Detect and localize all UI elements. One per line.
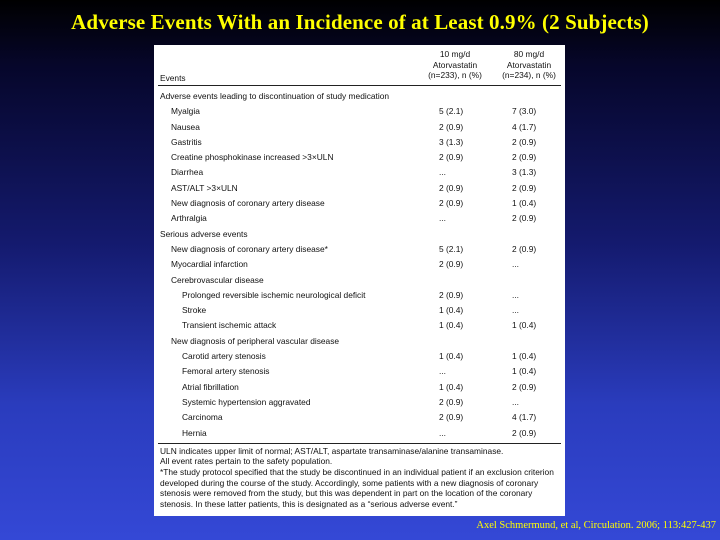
table-row (158, 104, 561, 119)
value-10mg: 2 (0.9) (439, 289, 464, 300)
table-row (158, 410, 561, 425)
value-80mg: 2 (0.9) (512, 427, 537, 438)
value-10mg: 1 (0.4) (439, 351, 464, 362)
table-row (158, 196, 561, 211)
table-row (158, 89, 561, 104)
value-80mg: 2 (0.9) (512, 136, 537, 147)
table-row (158, 150, 561, 165)
value-10mg: 1 (0.4) (439, 305, 464, 316)
table-footnotes (158, 443, 561, 510)
row-label: Transient ischemic attack (182, 320, 277, 331)
row-label: Stroke (182, 305, 207, 316)
row-label: New diagnosis of peripheral vascular disease (171, 335, 340, 346)
table-row (158, 242, 561, 257)
table-row (158, 165, 561, 180)
row-label: New diagnosis of coronary artery disease (171, 198, 325, 209)
row-label: Femoral artery stenosis (182, 366, 270, 377)
table-row (158, 257, 561, 272)
table-header (158, 45, 561, 86)
value-80mg: 2 (0.9) (512, 381, 537, 392)
table-row (158, 273, 561, 288)
value-10mg: ... (439, 427, 446, 438)
row-label: Prolonged reversible ischemic neurological deficit (182, 289, 366, 300)
value-10mg: 5 (2.1) (439, 106, 464, 117)
row-label: Myalgia (171, 106, 200, 117)
value-10mg: 3 (1.3) (439, 136, 464, 147)
value-10mg: 1 (0.4) (439, 381, 464, 392)
value-10mg: 2 (0.9) (439, 198, 464, 209)
table-row (158, 181, 561, 196)
value-80mg: ... (512, 396, 519, 407)
table-row (158, 288, 561, 303)
table-row (158, 380, 561, 395)
citation: Axel Schmermund, et al, Circulation. 2006; 113:427-437 (476, 520, 716, 531)
row-label: Arthralgia (171, 213, 207, 224)
row-label: Systemic hypertension aggravated (182, 396, 311, 407)
table-body (158, 86, 561, 441)
value-80mg: 2 (0.9) (512, 152, 537, 163)
table-row (158, 318, 561, 333)
dose-80mg-column-header: 80 mg/d Atorvastatin (n=234), n (%) (502, 49, 556, 80)
value-10mg: ... (439, 366, 446, 377)
table-row (158, 227, 561, 242)
table-row (158, 334, 561, 349)
events-column-header: Events (160, 73, 186, 83)
value-80mg: 7 (3.0) (512, 106, 537, 117)
table-row (158, 120, 561, 135)
value-80mg: 2 (0.9) (512, 243, 537, 254)
value-80mg: ... (512, 305, 519, 316)
row-label: Adverse events leading to discontinuation of study medication (160, 91, 390, 101)
row-label: Carotid artery stenosis (182, 351, 266, 362)
value-10mg: 5 (2.1) (439, 243, 464, 254)
value-10mg: 2 (0.9) (439, 412, 464, 423)
value-10mg: 2 (0.9) (439, 152, 464, 163)
row-label: Gastritis (171, 136, 202, 147)
value-80mg: 1 (0.4) (512, 198, 537, 209)
row-label: New diagnosis of coronary artery disease* (171, 243, 328, 254)
value-80mg: 4 (1.7) (512, 412, 537, 423)
value-80mg: 1 (0.4) (512, 351, 537, 362)
value-80mg: 2 (0.9) (512, 182, 537, 193)
table-row (158, 426, 561, 441)
footnote-abbreviations: ULN indicates upper limit of normal; AST/ALT, aspartate transaminase/alanine transaminase. (160, 445, 504, 456)
row-label: Myocardial infarction (171, 259, 248, 270)
slide-title: Adverse Events With an Incidence of at Least 0.9% (2 Subjects) (71, 10, 649, 34)
table-row (158, 303, 561, 318)
row-label: Creatine phosphokinase increased >3×ULN (171, 152, 334, 163)
row-label: Atrial fibrillation (182, 381, 239, 392)
value-10mg: ... (439, 213, 446, 224)
value-80mg: 1 (0.4) (512, 366, 537, 377)
footnote-population: All event rates pertain to the safety population. (160, 456, 333, 467)
value-80mg: ... (512, 259, 519, 270)
table-row (158, 135, 561, 150)
table-row (158, 364, 561, 379)
table-row (158, 211, 561, 226)
value-10mg: 2 (0.9) (439, 259, 464, 270)
dose-10mg-column-header: 10 mg/d Atorvastatin (n=233), n (%) (428, 49, 482, 80)
value-80mg: 4 (1.7) (512, 121, 537, 132)
footnote-protocol: *The study protocol specified that the study be discontinued in an individual patient if an exclusion criterion developed during the course of the study. Accordingly, some patients with a new diagnosis of coronary stenosis were removed from the study, but this was dependent in part on the location of the coronary stenosis. In these latter patients, this is designated as a “serious adverse event.” (160, 467, 554, 509)
value-10mg: ... (439, 167, 446, 178)
row-label: Nausea (171, 121, 200, 132)
row-label: Carcinoma (182, 412, 223, 423)
value-10mg: 1 (0.4) (439, 320, 464, 331)
row-label: Cerebrovascular disease (171, 274, 264, 285)
value-80mg: 3 (1.3) (512, 167, 537, 178)
table-row (158, 395, 561, 410)
adverse-events-table (154, 45, 565, 516)
row-label: Serious adverse events (160, 228, 248, 239)
row-label: AST/ALT >3×ULN (171, 182, 238, 193)
row-label: Hernia (182, 427, 207, 438)
value-10mg: 2 (0.9) (439, 396, 464, 407)
value-80mg: ... (512, 289, 519, 300)
value-10mg: 2 (0.9) (439, 121, 464, 132)
value-80mg: 2 (0.9) (512, 213, 537, 224)
value-10mg: 2 (0.9) (439, 182, 464, 193)
value-80mg: 1 (0.4) (512, 320, 537, 331)
row-label: Diarrhea (171, 167, 204, 178)
table-row (158, 349, 561, 364)
